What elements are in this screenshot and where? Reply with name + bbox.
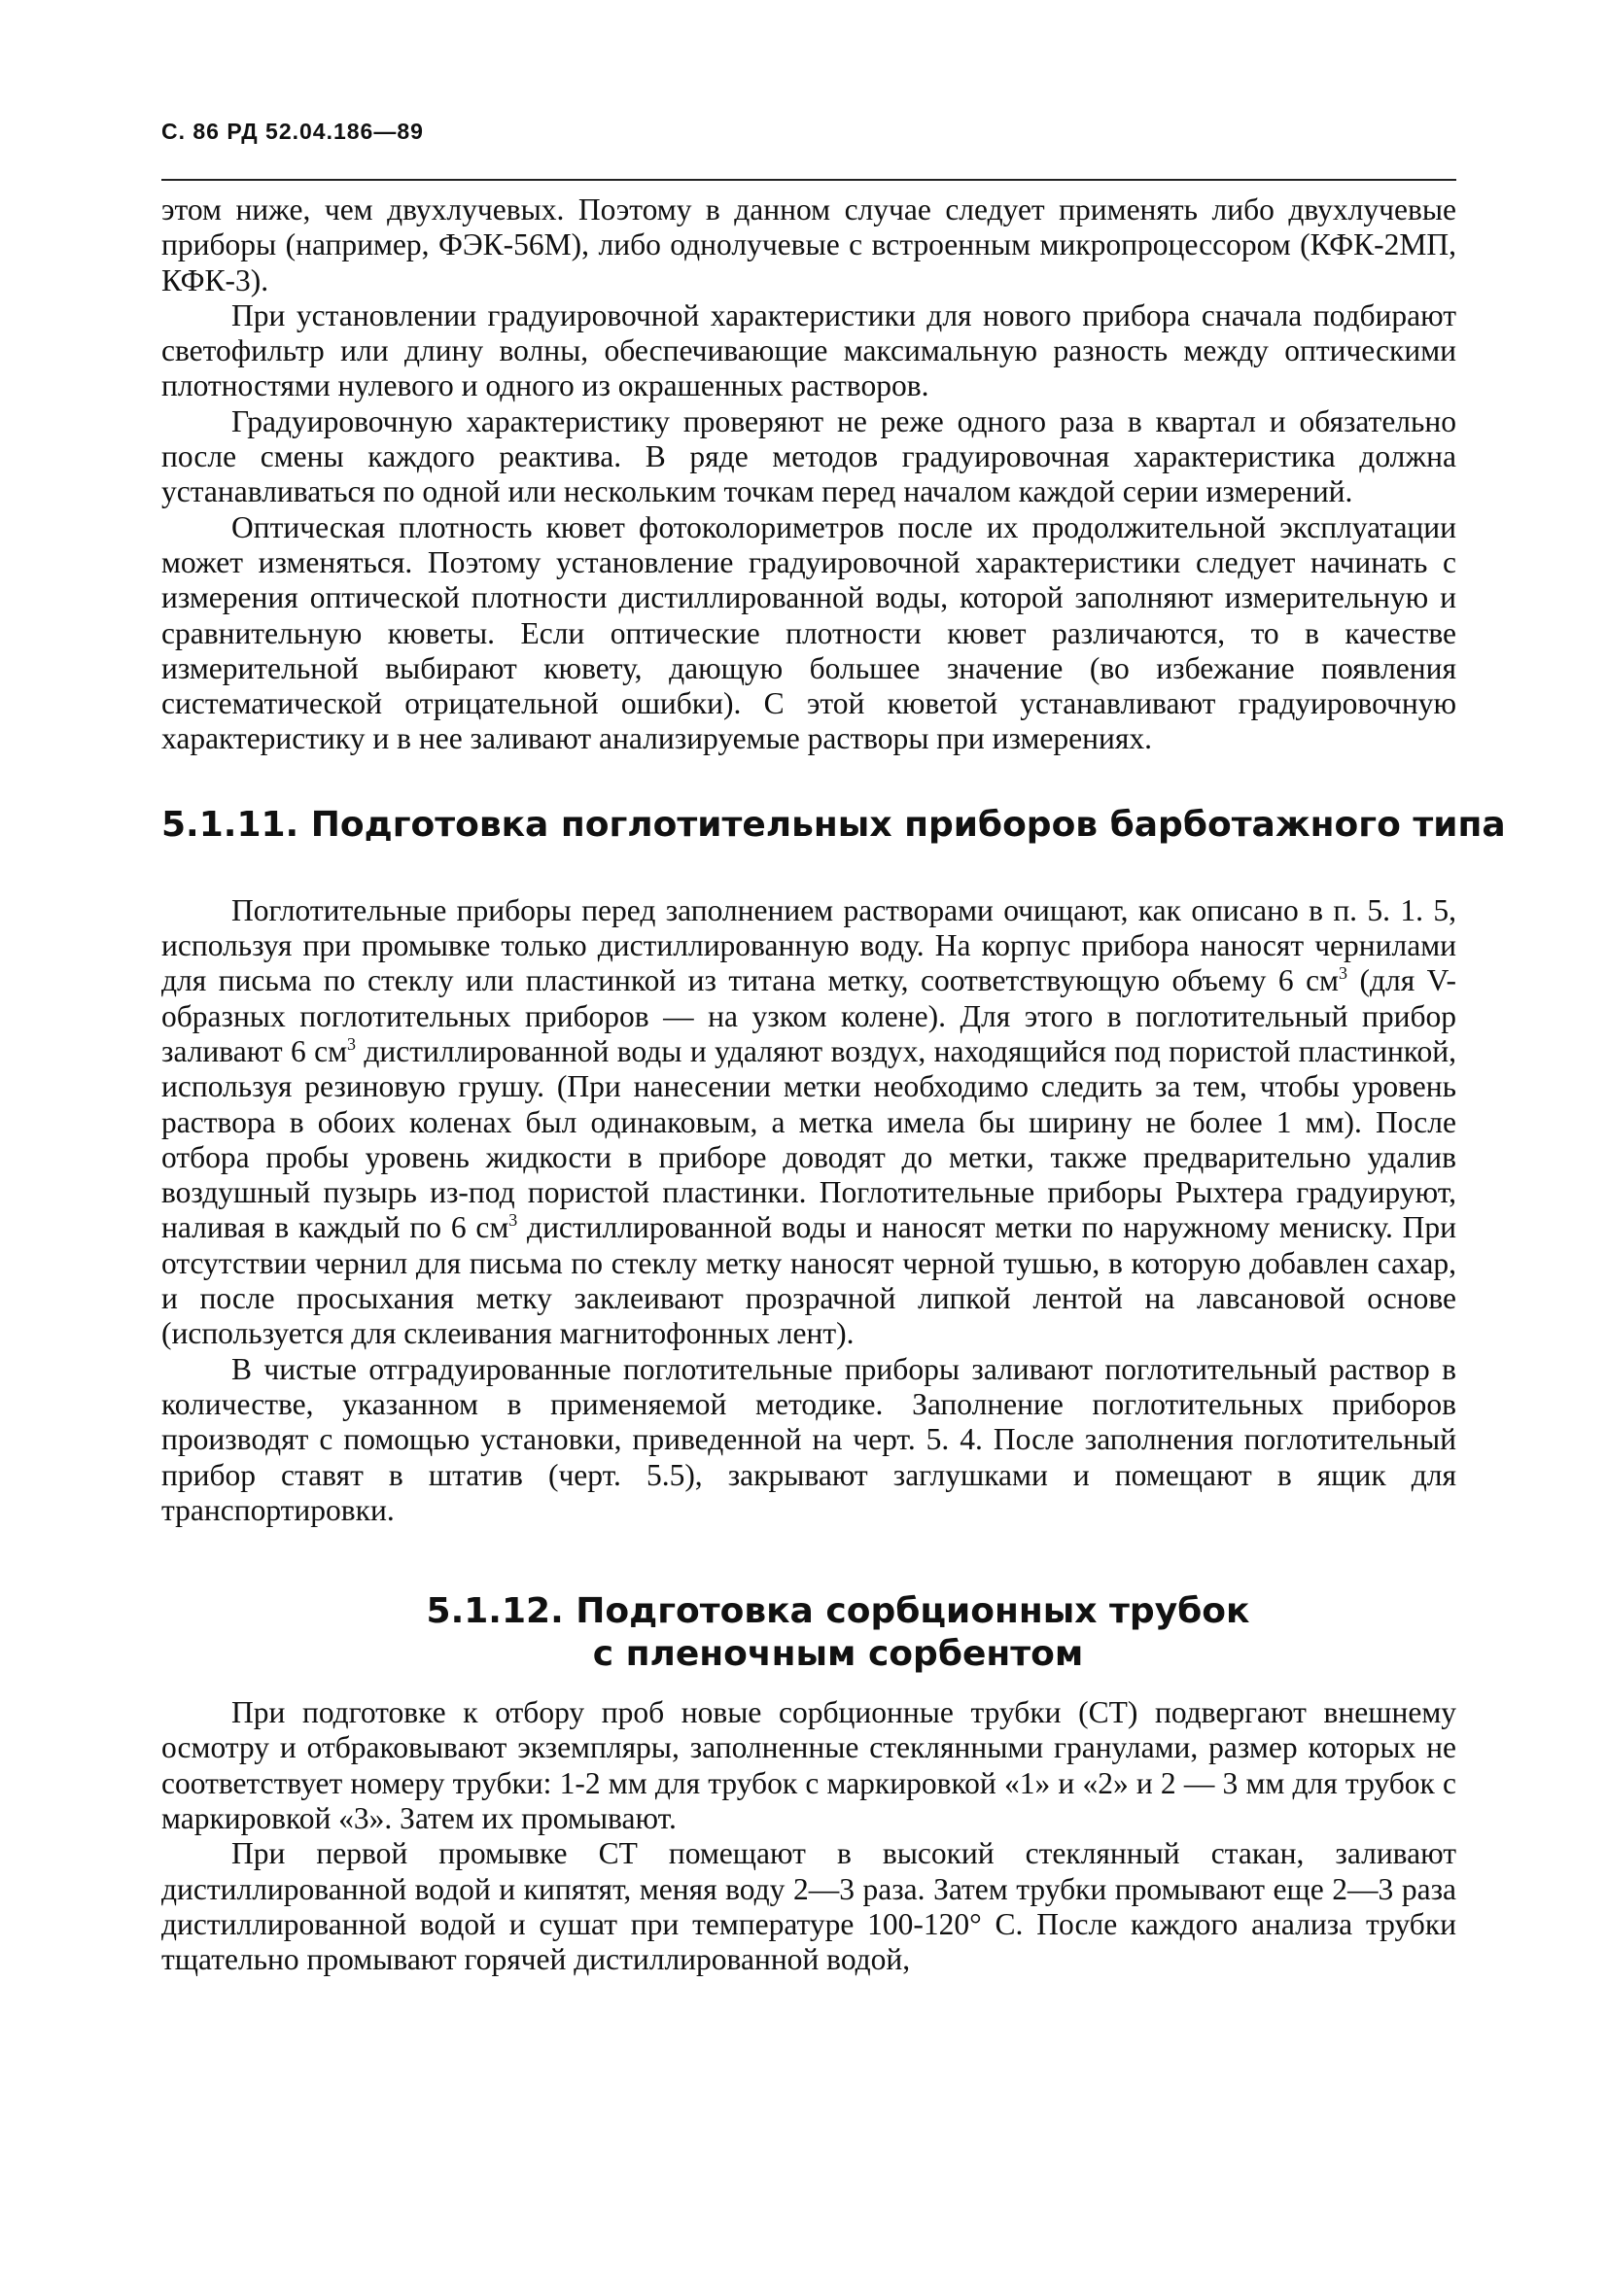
paragraph: В чистые отградуированные поглотительные приборы заливают поглотительный раствор в количестве, указанном в применяемой методике. Заполнение поглотительных приборов производят с помощью установки, приведенной на черт. 5. 4. После заполнения поглотительный прибор ставят в штатив (черт. 5.5), закрывают заглушками и помещают в ящик для транспортировки. — [161, 1351, 1456, 1527]
paragraph: При подготовке к отбору проб новые сорбционные трубки (СТ) подвергают внешнему осмотру и отбраковывают экземпляры, заполненные стеклянными гранулами, размер которых не соответствует номеру трубки: 1-2 мм для трубок с маркировкой «1» и «2» и 2 — 3 мм для трубок с маркировкой «3». Затем их промывают. — [161, 1695, 1456, 1835]
paragraph: Градуировочную характеристику проверяют не реже одного раза в квартал и обязательно после смены каждого реактива. В ряде методов градуировочная характеристика должна устанавливаться по одной или нескольким точкам перед началом каждой серии измерений. — [161, 403, 1456, 509]
section-heading-5-1-11: 5.1.11. Подготовка поглотительных приборов барботажного типа — [161, 804, 1506, 845]
paragraph-text: дистиллированной воды и удаляют воздух, находящийся под пористой пластинкой, используя резиновую грушу. (При нанесении метки необходимо следить за тем, чтобы уровень раствора в обоих коленах был одинаковым, а метка имела бы ширину не более 1 мм). После отбора пробы уровень жидкости в приборе доводят до метки, также предварительно удалив воздушный пузырь из-под пористой пластинки. Поглотительные приборы Рыхтера градуируют, наливая в каждый по 6 см — [161, 1033, 1456, 1245]
page-content — [161, 192, 1506, 1977]
superscript: 3 — [347, 1033, 356, 1054]
heading-line: 5.1.12. Подготовка сорбционных трубок — [426, 1591, 1250, 1632]
heading-line: с пленочным сорбентом — [592, 1634, 1084, 1675]
header-rule — [161, 179, 1456, 181]
paragraph: При установлении градуировочной характеристики для нового прибора сначала подбирают светофильтр или длину волны, обеспечивающие максимальную разность между оптическими плотностями нулевого и одного из окрашенных растворов. — [161, 297, 1456, 403]
paragraph-text: дистиллированной воды и наносят метки по наружному мениску. При отсутствии чернил для письма по стеклу метку наносят черной тушью, в которую добавлен сахар, и после просыхания метку заклеивают прозрачной липкой лентой на лавсановой основе (используется для склеивания магнитофонных лент). — [161, 1210, 1456, 1351]
paragraph: Оптическая плотность кювет фотоколориметров после их продолжительной эксплуатации может изменяться. Поэтому установление градуировочной характеристики следует начинать с измерения оптической плотности дистиллированной воды, которой заполняют измерительную и сравнительную кюветы. Если оптические плотности кювет различаются, то в качестве измерительной выбирают кювету, дающую большее значение (во избежание появления систематической отрицательной ошибки). С этой кюветой устанавливают градуировочную характеристику и в нее заливают анализируемые растворы при измерениях. — [161, 509, 1456, 756]
paragraph-text: Поглотительные приборы перед заполнением растворами очищают, как описано в п. 5. 1. 5, используя при промывке только дистиллированную воду. На корпус прибора наносят чернилами для письма по стеклу или пластинкой из титана метку, соответствующую объему 6 см — [161, 892, 1456, 998]
section-heading-5-1-12 — [161, 1590, 1456, 1676]
paragraph-continued: этом ниже, чем двухлучевых. Поэтому в данном случае следует применять либо двухлучевые приборы (например, ФЭК-56М), либо однолучевые с встроенным микропроцессором (КФК-2МП, КФК-3). — [161, 192, 1456, 297]
paragraph — [161, 893, 1456, 1352]
running-head: С. 86 РД 52.04.186—89 — [161, 119, 424, 144]
superscript: 3 — [1339, 963, 1347, 984]
paragraph: При первой промывке СТ помещают в высокий стеклянный стакан, заливают дистиллированной водой и кипятят, меняя воду 2—3 раза. Затем трубки промывают еще 2—3 раза дистиллированной водой и сушат при температуре 100-120° С. После каждого анализа трубки тщательно промывают горячей дистиллированной водой, — [161, 1836, 1456, 1977]
superscript: 3 — [508, 1210, 518, 1231]
paragraph-text: (для V-образных поглотительных приборов — на узком колене). Для этого в поглотительный прибор заливают 6 см — [161, 963, 1457, 1068]
